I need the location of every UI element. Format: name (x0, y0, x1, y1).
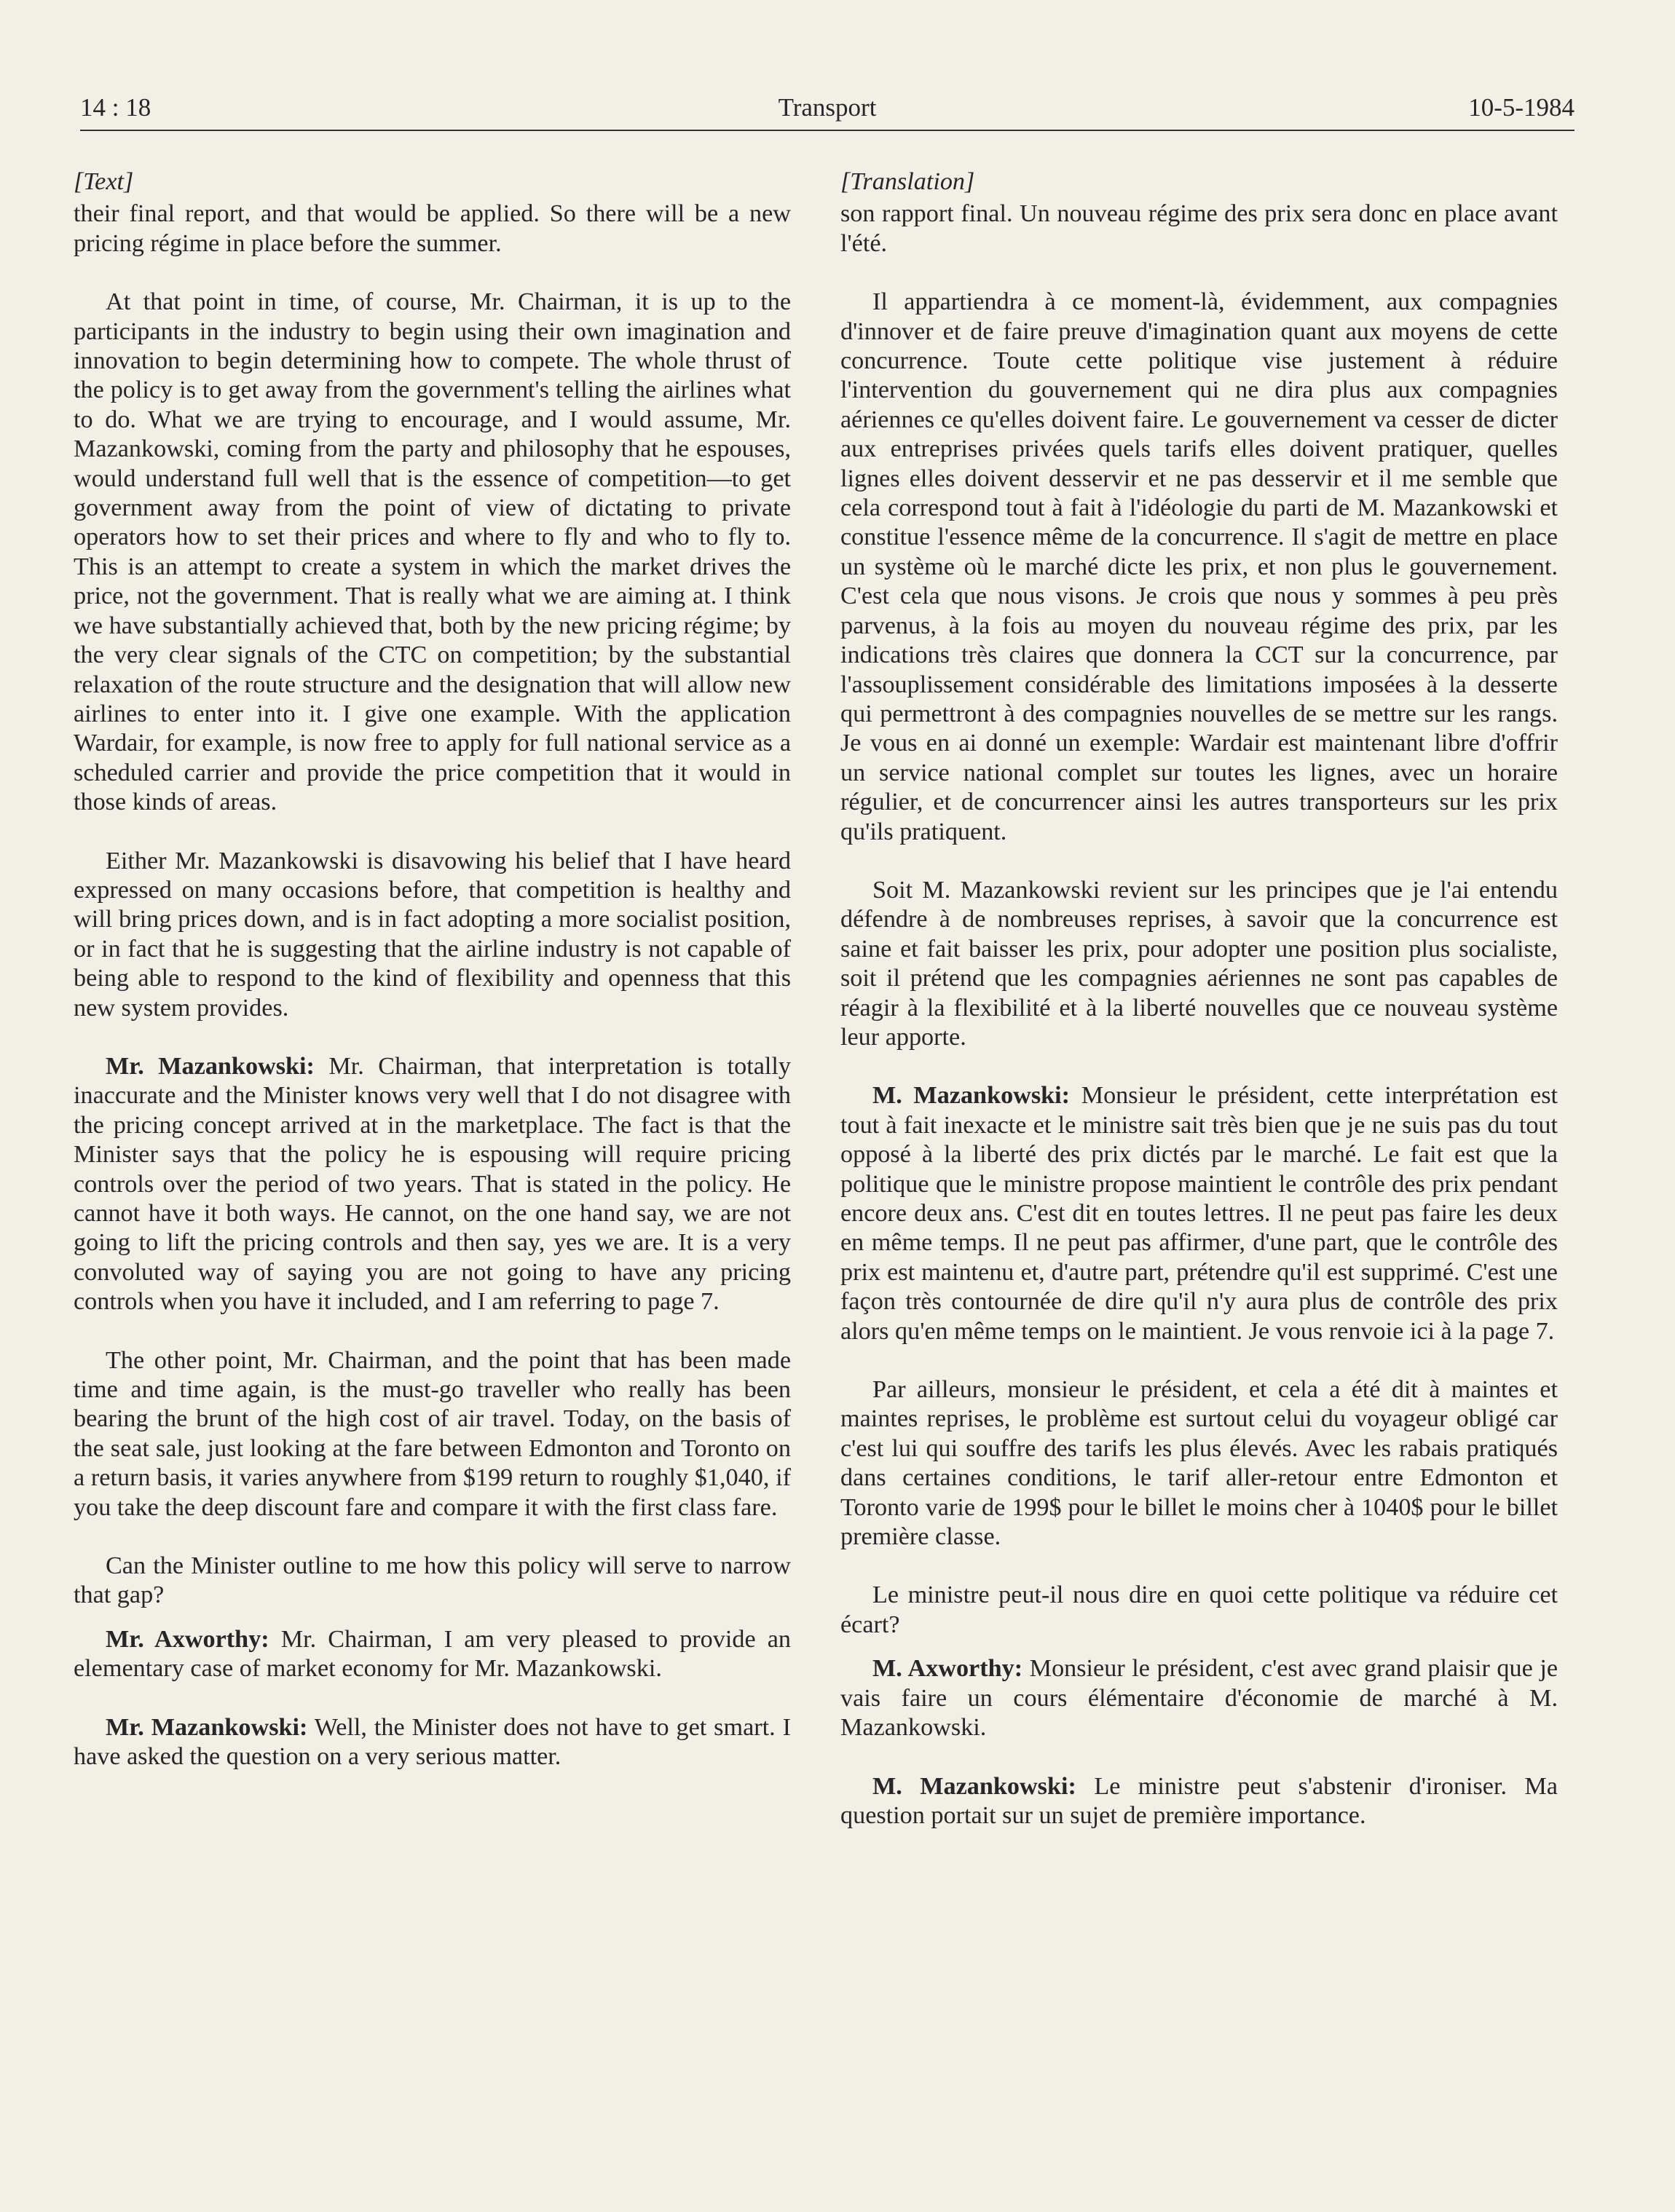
speech-paragraph (840, 1772, 1558, 1831)
header-date: 10-5-1984 (1468, 93, 1574, 122)
page-header (80, 93, 1574, 131)
page-reference: 14 : 18 (80, 93, 151, 122)
speech-paragraph (840, 1654, 1558, 1742)
running-title: Transport (778, 93, 877, 122)
paragraph: son rapport final. Un nouveau régime des prix sera donc en place avant l'été. (840, 200, 1558, 257)
speech-paragraph (840, 1081, 1558, 1346)
paragraph: Soit M. Mazankowski revient sur les principes que je l'ai entendu défendre à de nombreuses reprises, à savoir que la concurrence est saine et fait baisser les prix, pour adopter une position plus socialiste, soit il prétend que les compagnies aériennes ne sont pas capables de réagir à la flexibilité et à la liberté nouvelles que ce nouveau système leur apporte. (840, 876, 1558, 1051)
speech-text: Mr. Chairman, I am very pleased to provide an elementary case of market economy for Mr. Mazankowski. (74, 1625, 791, 1683)
paragraph: Par ailleurs, monsieur le président, et cela a été dit à maintes et maintes reprises, le problème est surtout celui du voyageur obligé car c'est lui qui souffre des tarifs les plus élevés. Avec les rabais pratiqués dans certaines conditions, le tarif aller-retour entre Edmonton et Toronto varie de 199$ pour le billet le moins cher à 1040$ pour le billet première classe. (840, 1376, 1558, 1551)
paragraph: Either Mr. Mazankowski is disavowing his belief that I have heard expressed on many occasions before, that competition is healthy and will bring prices down, and is in fact adopting a more socialist position, or in fact that he is suggesting that the airline industry is not capable of being able to respond to the kind of flexibility and openness that this new system provides. (74, 847, 791, 1022)
french-column (840, 167, 1558, 1860)
speaker-name: Mr. Mazankowski: (106, 1713, 308, 1741)
speaker-name: M. Axworthy: (872, 1655, 1023, 1683)
speech-paragraph (74, 1625, 791, 1684)
speech-text: Mr. Chairman, that interpretation is totally inaccurate and the Minister knows very well that I do not disagree with the pricing concept arrived at in the marketplace. The fact is that the Minister says that the policy he is espousing will require pricing controls over the period of two years. That is stated in the policy. He cannot have it both ways. He cannot, on the one hand say, we are not going to lift the pricing controls and then say, yes we are. It is a very convoluted way of saying you are not going to have any pricing controls when you have it included, and I am referring to page 7. (74, 1052, 791, 1316)
paragraph: their final report, and that would be applied. So there will be a new pricing régime in place before the summer. (74, 200, 791, 257)
speaker-name: M. Mazankowski: (872, 1082, 1071, 1110)
column-label: [Translation] (840, 168, 975, 195)
paragraph: The other point, Mr. Chairman, and the point that has been made time and time again, is the must-go traveller who really has been bearing the brunt of the high cost of air travel. Today, on the basis of the seat sale, just looking at the fare between Edmonton and Toronto on a return basis, it varies anywhere from $199 return to roughly $1,040, if you take the deep discount fare and compare it with the first class fare. (74, 1346, 791, 1521)
paragraph: Can the Minister outline to me how this policy will serve to narrow that gap? (74, 1552, 791, 1609)
paragraph: At that point in time, of course, Mr. Chairman, it is up to the participants in the industry to begin using their own imagination and innovation to begin determining how to compete. The whole thrust of the policy is to get away from the government's telling the airlines what to do. What we are trying to encourage, and I would assume, Mr. Mazankowski, coming from the party and philosophy that he espouses, would understand full well that is the essence of competition—to get government away from the point of view of dictating to private operators how to set their prices and where to fly and who to fly to. This is an attempt to create a system in which the market drives the price, not the government. That is really what we are aiming at. I think we have substantially achieved that, both by the new pricing régime; by the very clear signals of the CTC on competition; by the substantial relaxation of the route structure and the designation that will allow new airlines to enter into it. I give one example. With the application Wardair, for example, is now free to apply for full national service as a scheduled carrier and provide the price competition that it would in those kinds of areas. (74, 288, 791, 816)
paragraph: Il appartiendra à ce moment-là, évidemment, aux compagnies d'innover et de faire preuve d'imagination quant aux moyens de cette concurrence. Toute cette politique vise justement à réduire l'intervention du gouvernement qui ne dira plus aux compagnies aériennes ce qu'elles doivent faire. Le gouvernement va cesser de dicter aux entreprises privées quels tarifs elles doivent pratiquer, quelles lignes elles doivent desservir et ne pas desservir et il me semble que cela correspond tout à fait à l'idéologie du parti de M. Mazankowski et constitue l'essence même de la concurrence. Il s'agit de mettre en place un système où le marché dicte les prix, et non plus le gouvernement. C'est cela que nous visons. Je crois que nous y sommes à peu près parvenus, à la fois au moyen du nouveau régime des prix, par les indications très claires que donnera la CCT sur la concurrence, par l'assouplissement considérable des limitations imposées à la desserte qui permettront à des compagnies nouvelles de se mettre sur les rangs. Je vous en ai donné un exemple: Wardair est maintenant libre d'offrir un service national complet sur toutes les lignes, avec un horaire régulier, et de concurrencer ainsi les autres transporteurs sur les prix qu'ils pratiquent. (840, 288, 1558, 845)
column-label: [Text] (74, 168, 134, 195)
speaker-name: Mr. Axworthy: (106, 1625, 269, 1653)
speaker-name: M. Mazankowski: (872, 1772, 1076, 1800)
speech-text: Well, the Minister does not have to get smart. I have asked the question on a very serious matter. (74, 1713, 791, 1771)
speech-text: Monsieur le président, cette interprétation est tout à fait inexacte et le ministre sait très bien que je ne suis pas du tout opposé à la liberté des prix dictés par le marché. Le fait est que la politique que le ministre propose maintient le contrôle des prix pendant encore deux ans. C'est dit en toutes lettres. Il ne peut pas faire les deux en même temps. Il ne peut pas affirmer, d'une part, que le contrôle des prix est maintenu et, d'autre part, prétendre qu'il est supprimé. C'est une façon très contournée de dire qu'il n'y aura plus de contrôle des prix alors qu'en même temps on le maintient. Je vous renvoie ici à la page 7. (840, 1082, 1558, 1345)
speech-paragraph (74, 1713, 791, 1772)
header-rule (80, 130, 1574, 131)
paragraph: Le ministre peut-il nous dire en quoi cette politique va réduire cet écart? (840, 1581, 1558, 1638)
speaker-name: Mr. Mazankowski: (106, 1052, 315, 1080)
speech-paragraph (74, 1052, 791, 1317)
speech-text: Le ministre peut s'abstenir d'ironiser. Ma question portait sur un sujet de première importance. (840, 1772, 1558, 1829)
english-column (74, 167, 791, 1801)
speech-text: Monsieur le président, c'est avec grand plaisir que je vais faire un cours élémentaire d'économie de marché à M. Mazankowski. (840, 1655, 1558, 1742)
